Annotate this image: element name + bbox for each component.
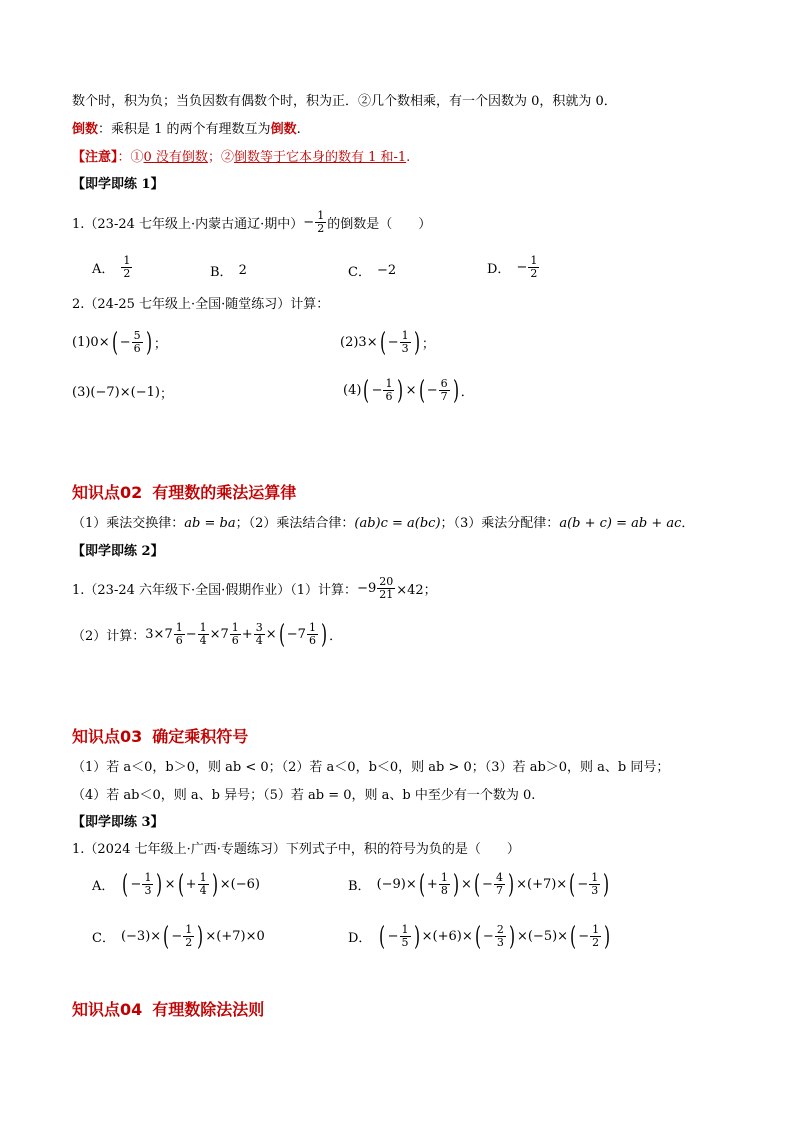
- parenthesis: (: [474, 921, 481, 952]
- minus-sign: −: [303, 215, 315, 230]
- text: −: [119, 335, 131, 350]
- parenthesis: ): [603, 869, 610, 900]
- text: −2: [376, 263, 397, 278]
- text: 2: [238, 263, 247, 278]
- text: 0×: [90, 335, 110, 350]
- text: 1: [231, 621, 239, 634]
- text: (3): [72, 385, 91, 400]
- practice-3-question-1: 1.（2024 七年级上·广西·专题练习）下列式子中，积的符号为负的是（ ）: [72, 842, 520, 857]
- text: ×(−6): [219, 877, 260, 892]
- text: 4: [495, 871, 503, 884]
- text: 1: [385, 377, 393, 390]
- text: −: [577, 877, 589, 892]
- sub-problem-4: [343, 375, 474, 406]
- parenthesis: ): [197, 921, 204, 952]
- text: 20: [379, 575, 394, 588]
- note-item-2: 倒数等于它本身的数有 1 和-1: [233, 150, 407, 165]
- note-end: .: [406, 150, 411, 165]
- text: 1: [185, 923, 193, 936]
- practice-3-label: 【即学即练 3】: [72, 815, 164, 830]
- sub-problem-2: [340, 327, 435, 358]
- text: 1: [440, 871, 448, 884]
- text: ×(+6)×: [421, 929, 473, 944]
- parenthesis: (: [278, 619, 285, 650]
- text: 6: [308, 634, 316, 647]
- parenthesis: (: [379, 921, 386, 952]
- sign-option-b[interactable]: [348, 869, 611, 900]
- parenthesis: ): [145, 327, 152, 358]
- practice-2-question-2: [72, 619, 343, 650]
- text: ．: [329, 629, 343, 644]
- text: 知识点04: [72, 1000, 143, 1019]
- fraction: [230, 622, 241, 647]
- reciprocal-definition: [72, 120, 301, 140]
- text: ×42；: [396, 583, 437, 598]
- parenthesis: ): [452, 869, 459, 900]
- fraction: [495, 924, 506, 949]
- text: −: [130, 877, 142, 892]
- text: ．: [681, 516, 695, 531]
- text: 6: [133, 342, 141, 355]
- practice-1-question-1: [72, 210, 431, 235]
- parenthesis: ): [452, 375, 459, 406]
- text: 2: [496, 923, 504, 936]
- parenthesis: ): [397, 375, 404, 406]
- sign-option-c[interactable]: [92, 921, 265, 952]
- practice-1-label: 【即学即练 1】: [72, 177, 164, 192]
- reciprocal-label: 倒数: [72, 122, 99, 137]
- text: 2: [185, 936, 193, 949]
- text: 确定乘积符号: [152, 727, 249, 746]
- text: 5: [133, 329, 141, 342]
- text: −: [371, 383, 383, 398]
- text: 8: [440, 884, 448, 897]
- parenthesis: ): [413, 921, 420, 952]
- text: 1.（23-24 六年级下·全国·假期作业）（1）计算：: [72, 583, 358, 598]
- text: −: [482, 929, 494, 944]
- text: ；: [421, 337, 435, 352]
- text: 7: [440, 390, 448, 403]
- text: 4: [199, 634, 207, 647]
- text: ×(−5)×: [516, 929, 569, 944]
- fraction: [174, 622, 185, 647]
- text: 4: [199, 884, 207, 897]
- practice-2-question-1: [72, 576, 437, 601]
- text: 1: [592, 923, 600, 936]
- text: 知识点03: [72, 727, 143, 746]
- text: ×(+7)×: [516, 877, 568, 892]
- question-suffix: 的倒数是（ ）: [327, 217, 432, 232]
- section-heading-03: [72, 724, 248, 747]
- text: ×: [164, 877, 176, 892]
- text: 2: [317, 222, 325, 235]
- parenthesis: (: [363, 375, 370, 406]
- text: 3×7: [145, 627, 173, 642]
- parenthesis: (: [569, 869, 576, 900]
- text: (−7)×(−1): [90, 385, 160, 400]
- option-c[interactable]: [348, 261, 396, 280]
- text: −: [171, 929, 183, 944]
- text: 1: [175, 621, 183, 634]
- text: ×: [265, 627, 277, 642]
- text: −: [578, 929, 590, 944]
- parenthesis: (: [177, 869, 184, 900]
- text: 3: [591, 884, 599, 897]
- sub-problem-3: [72, 383, 173, 402]
- text: 2: [123, 267, 131, 280]
- text: 6: [385, 390, 393, 403]
- text: ×: [405, 383, 417, 398]
- fraction: [198, 872, 209, 897]
- parenthesis: ): [507, 869, 515, 900]
- text: 3: [496, 936, 504, 949]
- text: ．: [460, 385, 474, 400]
- text: 3: [255, 621, 263, 634]
- text: −: [387, 929, 399, 944]
- text: A．: [92, 262, 115, 277]
- text: 1: [401, 923, 409, 936]
- text: (ab)c = a(bc): [354, 516, 441, 531]
- text: 6: [231, 634, 239, 647]
- sign-rules-line-2: （4）若 ab＜0，则 a、b 异号；（5）若 ab = 0，则 a、b 中至少有一个数为 0.: [72, 788, 536, 803]
- fraction: [121, 255, 132, 280]
- text: 3: [144, 884, 152, 897]
- fraction: [132, 330, 143, 355]
- text: C．: [348, 265, 371, 280]
- fraction: [383, 378, 394, 403]
- text: 6: [440, 377, 448, 390]
- text: ；（2）乘法结合律：: [235, 516, 355, 531]
- text: ×7: [209, 627, 229, 642]
- parenthesis: (: [473, 869, 481, 900]
- text: 1: [591, 871, 599, 884]
- fraction: [254, 622, 265, 647]
- text: ；（3）乘法分配律：: [440, 516, 560, 531]
- fraction: [400, 330, 411, 355]
- fraction: [142, 872, 153, 897]
- note-label: 【注意】: [72, 150, 118, 165]
- option-d[interactable]: [487, 255, 540, 280]
- text: (−9)×: [376, 877, 417, 892]
- text: ×(+7)×0: [205, 929, 265, 944]
- text: −7: [286, 627, 306, 642]
- text: （1）乘法交换律：: [72, 516, 185, 531]
- text: 知识点02: [72, 483, 143, 502]
- text: 1: [199, 621, 207, 634]
- text: −: [516, 260, 528, 275]
- note-sep: ；②: [207, 150, 234, 165]
- fraction: [494, 872, 505, 897]
- parenthesis: (: [163, 921, 170, 952]
- text: ab = ba: [184, 516, 236, 531]
- parenthesis: ): [508, 921, 515, 952]
- text: ；: [153, 337, 167, 352]
- fraction: [315, 210, 326, 235]
- text: 3: [401, 342, 409, 355]
- text: （2）计算：: [72, 629, 146, 644]
- fraction: [439, 872, 450, 897]
- fraction: [590, 924, 601, 949]
- option-b[interactable]: [210, 261, 247, 280]
- text: 7: [495, 884, 503, 897]
- parenthesis: (: [111, 327, 118, 358]
- text: ；: [159, 387, 173, 402]
- text: 3×: [358, 335, 378, 350]
- text: (4): [343, 383, 362, 398]
- text: 1: [144, 871, 152, 884]
- fraction: [528, 255, 539, 280]
- text: D．: [487, 262, 511, 277]
- reciprocal-end: .: [296, 122, 301, 137]
- text: −: [387, 335, 399, 350]
- text: +: [426, 877, 438, 892]
- section-heading-02: [72, 480, 296, 503]
- parenthesis: ): [156, 869, 163, 900]
- reciprocal-term: 倒数: [270, 122, 297, 137]
- parenthesis: (: [122, 869, 129, 900]
- text: −: [426, 383, 438, 398]
- fraction: [589, 872, 600, 897]
- text: (2): [340, 335, 359, 350]
- sign-option-d[interactable]: [348, 921, 612, 952]
- text: 1: [317, 209, 325, 222]
- fraction: [377, 576, 395, 601]
- note-item-1: 0 没有倒数: [143, 150, 208, 165]
- fraction: [198, 622, 209, 647]
- text: 1: [123, 254, 131, 267]
- fraction: [439, 378, 450, 403]
- parenthesis: ): [413, 327, 420, 358]
- parenthesis: ): [211, 869, 218, 900]
- fraction: [307, 622, 318, 647]
- note-line: [72, 148, 410, 168]
- multiplication-laws: [72, 514, 694, 534]
- text: 1: [401, 329, 409, 342]
- parenthesis: (: [418, 869, 425, 900]
- text: (1): [72, 335, 91, 350]
- parenthesis: ): [604, 921, 611, 952]
- text: +: [185, 877, 197, 892]
- section-heading-04: [72, 997, 264, 1020]
- parenthesis: ): [320, 619, 328, 650]
- text: 2: [530, 267, 538, 280]
- text: B．: [210, 265, 233, 280]
- text: 1: [199, 871, 207, 884]
- parenthesis: (: [418, 375, 425, 406]
- option-a[interactable]: [92, 255, 133, 280]
- text: 1: [308, 621, 316, 634]
- text: +: [241, 627, 253, 642]
- text: 2: [592, 936, 600, 949]
- text: 21: [379, 588, 394, 601]
- fraction: [400, 924, 411, 949]
- practice-1-question-2: 2.（24-25 七年级上·全国·随堂练习）计算：: [72, 297, 330, 312]
- parenthesis: (: [570, 921, 577, 952]
- parenthesis: (: [379, 327, 386, 358]
- text: −9: [357, 581, 377, 596]
- text: D．: [348, 931, 372, 946]
- text: ×: [460, 877, 472, 892]
- sub-problem-1: [72, 327, 167, 358]
- note-colon: ：①: [117, 150, 144, 165]
- text: −: [482, 877, 493, 892]
- reciprocal-text: ：乘积是 1 的两个有理数互为: [98, 122, 271, 137]
- text: 6: [175, 634, 183, 647]
- text: 1: [530, 254, 538, 267]
- text: B．: [348, 879, 371, 894]
- text: 4: [255, 634, 263, 647]
- sign-rules-line-1: （1）若 a＜0，b＞0，则 ab < 0；（2）若 a＜0，b＜0，则 ab > 0；（3）若 ab＞0，则 a、b 同号；: [72, 760, 670, 775]
- sign-option-a[interactable]: [92, 869, 260, 900]
- fraction: [183, 924, 194, 949]
- text: 有理数的乘法运算律: [152, 483, 297, 502]
- text: 有理数除法法则: [152, 1000, 265, 1019]
- text: (−3)×: [120, 929, 162, 944]
- text: A．: [92, 879, 115, 894]
- text: 5: [401, 936, 409, 949]
- intro-line: 数个时，积为负；当负因数有偶数个时，积为正．②几个数相乘，有一个因数为 0，积就为 0．: [72, 94, 617, 109]
- question-prefix: 1.（23-24 七年级上·内蒙古通辽·期中）: [72, 217, 304, 232]
- text: C．: [92, 931, 115, 946]
- practice-2-label: 【即学即练 2】: [72, 544, 164, 559]
- text: −: [185, 627, 197, 642]
- text: a(b + c) = ab + ac: [559, 516, 682, 531]
